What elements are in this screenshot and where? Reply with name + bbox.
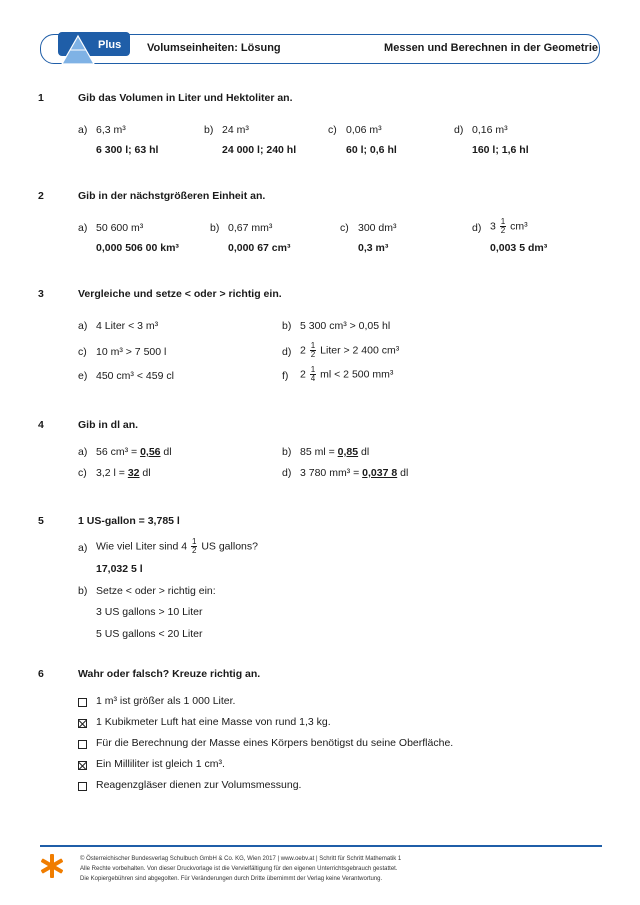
question: Setze < oder > richtig ein: [96, 585, 216, 597]
answer: 0,3 m³ [358, 242, 389, 254]
statement: Reagenzgläser dienen zur Volumsmessung. [96, 779, 302, 791]
item-label: d) [454, 124, 464, 136]
answer: 0,003 5 dm³ [490, 242, 548, 254]
item-label: a) [78, 222, 88, 234]
answer: 32 [127, 467, 140, 479]
comparison: 2 $\frac{1}{2}$ Liter > 2 400 cm³ [300, 341, 400, 359]
answer: 0,037 8 [362, 467, 398, 479]
item-label: a) [78, 542, 88, 554]
task-number: 5 [38, 515, 44, 527]
question: 0,06 m³ [346, 124, 382, 136]
footer-fees: Die Kopiergebühren sind abgegolten. Für Veränderungen durch Dritte übernimmt der Verlag keine Verantwortung. [80, 876, 383, 882]
statement: 1 m³ ist größer als 1 000 Liter. [96, 695, 236, 707]
question: 24 m³ [222, 124, 249, 136]
item-label: a) [78, 124, 88, 136]
question: 3 $\frac{1}{2}$ cm³ [490, 217, 528, 235]
footer-divider [40, 845, 602, 847]
answer: 160 l; 1,6 hl [472, 144, 529, 156]
question: Wie viel Liter sind 4 $\frac{1}{2}$ US gallons? [96, 537, 258, 555]
task-instruction: Vergleiche und setze < oder > richtig ein. [78, 288, 282, 300]
fraction: $\frac{1}{2}$ [191, 537, 197, 555]
comparison: 2 $\frac{1}{4}$ ml < 2 500 mm³ [300, 365, 394, 383]
task-instruction: Gib das Volumen in Liter und Hektoliter an. [78, 92, 293, 104]
checkbox-checked[interactable] [78, 719, 87, 728]
conversion: 56 cm³ = 0,56 dl [96, 446, 172, 458]
publisher-star-icon [38, 852, 66, 880]
item-label: c) [340, 222, 349, 234]
answer: 0,000 67 cm³ [228, 242, 291, 254]
question: 0,16 m³ [472, 124, 508, 136]
item-label: c) [78, 346, 87, 358]
comparison: 10 m³ > 7 500 l [96, 346, 167, 358]
task-instruction: Gib in dl an. [78, 419, 139, 431]
conversion: 85 ml = 0,85 dl [300, 446, 370, 458]
chapter-title: Messen und Berechnen in der Geometrie [384, 42, 598, 54]
footer-rights: Alle Rechte vorbehalten. Von dieser Druckvorlage ist die Vervielfältigung für den eigenen Unterrichtsgebrauch gestattet. [80, 866, 398, 872]
fraction: $\frac{1}{2}$ [500, 217, 506, 235]
logo-text: Plus [98, 39, 122, 51]
checkbox[interactable] [78, 782, 87, 791]
answer: 24 000 l; 240 hl [222, 144, 297, 156]
checkbox[interactable] [78, 740, 87, 749]
item-label: b) [78, 585, 88, 597]
comparison: 5 US gallons < 20 Liter [96, 628, 203, 640]
task-number: 1 [38, 92, 44, 104]
item-label: d) [282, 467, 292, 479]
item-label: f) [282, 370, 289, 382]
task-number: 4 [38, 419, 44, 431]
item-label: a) [78, 446, 88, 458]
conversion: 3 780 mm³ = 0,037 8 dl [300, 467, 409, 479]
comparison: 450 cm³ < 459 cl [96, 370, 174, 382]
answer: 60 l; 0,6 hl [346, 144, 397, 156]
fraction: $\frac{1}{4}$ [310, 365, 316, 383]
item-label: c) [78, 467, 87, 479]
checkbox-checked[interactable] [78, 761, 87, 770]
footer-copyright: © Österreichischer Bundesverlag Schulbuch GmbH & Co. KG, Wien 2017 | www.oebv.at | Schritt für Schritt Mathematik 1 [80, 856, 402, 862]
item-label: b) [282, 446, 292, 458]
comparison: 3 US gallons > 10 Liter [96, 606, 203, 618]
question: 0,67 mm³ [228, 222, 273, 234]
task-number: 3 [38, 288, 44, 300]
task-instruction: 1 US-gallon = 3,785 l [78, 515, 180, 527]
statement: 1 Kubikmeter Luft hat eine Masse von rund 1,3 kg. [96, 716, 331, 728]
statement: Für die Berechnung der Masse eines Körpers benötigst du seine Oberfläche. [96, 737, 454, 749]
task-instruction: Gib in der nächstgrößeren Einheit an. [78, 190, 266, 202]
answer: 0,56 [140, 446, 161, 458]
item-label: d) [282, 346, 292, 358]
item-label: b) [282, 320, 292, 332]
task-number: 6 [38, 668, 44, 680]
question: 300 dm³ [358, 222, 397, 234]
answer: 0,000 506 00 km³ [96, 242, 179, 254]
item-label: c) [328, 124, 337, 136]
item-label: b) [210, 222, 220, 234]
statement: Ein Milliliter ist gleich 1 cm³. [96, 758, 225, 770]
conversion: 3,2 l = 32 dl [96, 467, 151, 479]
question: 6,3 m³ [96, 124, 126, 136]
fraction: $\frac{1}{2}$ [310, 341, 316, 359]
plus-logo [58, 30, 130, 66]
item-label: e) [78, 370, 88, 382]
item-label: a) [78, 320, 88, 332]
answer: 0,85 [337, 446, 359, 458]
answer: 17,032 5 l [96, 563, 143, 575]
page-title: Volumseinheiten: Lösung [147, 42, 281, 54]
item-label: b) [204, 124, 214, 136]
answer: 6 300 l; 63 hl [96, 144, 159, 156]
task-number: 2 [38, 190, 44, 202]
item-label: d) [472, 222, 482, 234]
checkbox[interactable] [78, 698, 87, 707]
comparison: 4 Liter < 3 m³ [96, 320, 159, 332]
task-instruction: Wahr oder falsch? Kreuze richtig an. [78, 668, 261, 680]
question: 50 600 m³ [96, 222, 144, 234]
comparison: 5 300 cm³ > 0,05 hl [300, 320, 391, 332]
